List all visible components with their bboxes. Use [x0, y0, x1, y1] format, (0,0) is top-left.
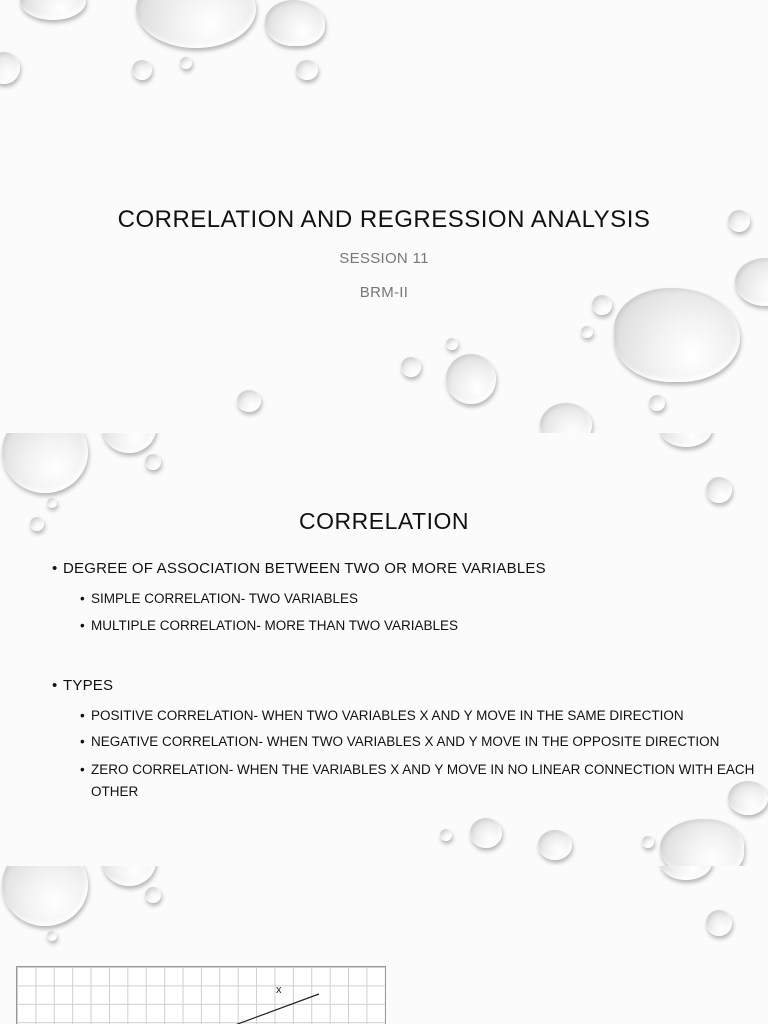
data-point-marker: x	[276, 984, 282, 996]
water-drop-decoration	[649, 395, 665, 411]
water-drop-decoration	[706, 477, 732, 503]
water-drop-decoration	[0, 52, 20, 84]
water-drop-decoration	[265, 0, 325, 46]
water-drop-decoration	[132, 60, 152, 80]
slide-title[interactable]	[0, 0, 768, 433]
bullet-marker: •	[80, 618, 85, 633]
water-drop-decoration	[47, 498, 57, 508]
bullet-marker: •	[80, 762, 85, 777]
bullet-marker: •	[52, 677, 58, 694]
water-drop-decoration	[237, 390, 261, 412]
bullet-item	[52, 560, 546, 577]
bullet-marker: •	[80, 734, 85, 749]
water-drop-decoration	[2, 866, 88, 926]
bullet-marker: •	[80, 708, 85, 723]
course-label: BRM-II	[359, 284, 409, 301]
sub-bullet-item	[80, 705, 762, 727]
water-drop-decoration	[136, 0, 256, 48]
water-drop-decoration	[401, 357, 421, 377]
water-drop-decoration	[642, 836, 654, 848]
sub-bullet-item	[80, 759, 762, 803]
sub-bullet-item	[80, 731, 762, 753]
water-drop-decoration	[581, 326, 593, 338]
sub-bullet-item	[80, 615, 762, 637]
water-drop-decoration	[660, 866, 712, 880]
bullet-item	[52, 677, 113, 694]
bullet-marker: •	[80, 591, 85, 606]
bullet-marker: •	[52, 560, 58, 577]
scatter-plot	[17, 967, 385, 1024]
water-drop-decoration	[20, 0, 86, 20]
water-drop-decoration	[446, 338, 458, 350]
water-drop-decoration	[296, 60, 318, 80]
session-label: SESSION 11	[339, 250, 429, 267]
slide-correlation[interactable]	[0, 433, 768, 866]
bullet-text: TYPES	[63, 677, 114, 694]
water-drop-decoration	[102, 433, 156, 453]
water-drop-decoration	[614, 288, 740, 382]
trend-line	[235, 994, 319, 1024]
water-drop-decoration	[102, 866, 156, 886]
water-drop-decoration	[540, 403, 592, 433]
bullet-text: NEGATIVE CORRELATION- WHEN TWO VARIABLES X AND Y MOVE IN THE OPPOSITE DIRECTION	[91, 734, 720, 749]
water-drop-decoration	[145, 887, 161, 903]
water-drop-decoration	[180, 57, 192, 69]
water-drop-decoration	[440, 829, 452, 841]
water-drop-decoration	[2, 433, 88, 493]
bullet-text: POSITIVE CORRELATION- WHEN TWO VARIABLES X AND Y MOVE IN THE SAME DIRECTION	[91, 708, 684, 723]
sub-bullet-item	[80, 588, 762, 610]
water-drop-decoration	[470, 818, 502, 848]
water-drop-decoration	[538, 830, 572, 860]
bullet-text: ZERO CORRELATION- WHEN THE VARIABLES X AND Y MOVE IN NO LINEAR CONNECTION WITH EACH OTHER	[91, 762, 755, 799]
slide-scatter-example[interactable]	[0, 866, 768, 1024]
bullet-text: SIMPLE CORRELATION- TWO VARIABLES	[91, 591, 359, 606]
bullet-text: MULTIPLE CORRELATION- MORE THAN TWO VARIABLES	[91, 618, 459, 633]
water-drop-decoration	[660, 819, 744, 866]
water-drop-decoration	[145, 454, 161, 470]
slide-heading: CORRELATION	[299, 508, 469, 534]
bullet-text: DEGREE OF ASSOCIATION BETWEEN TWO OR MORE VARIABLES	[63, 560, 546, 577]
water-drop-decoration	[446, 354, 496, 404]
water-drop-decoration	[660, 433, 712, 447]
presentation-title: CORRELATION AND REGRESSION ANALYSIS	[117, 206, 651, 233]
water-drop-decoration	[706, 910, 732, 936]
water-drop-decoration	[47, 931, 57, 941]
scatter-plot-grid	[16, 966, 386, 1024]
